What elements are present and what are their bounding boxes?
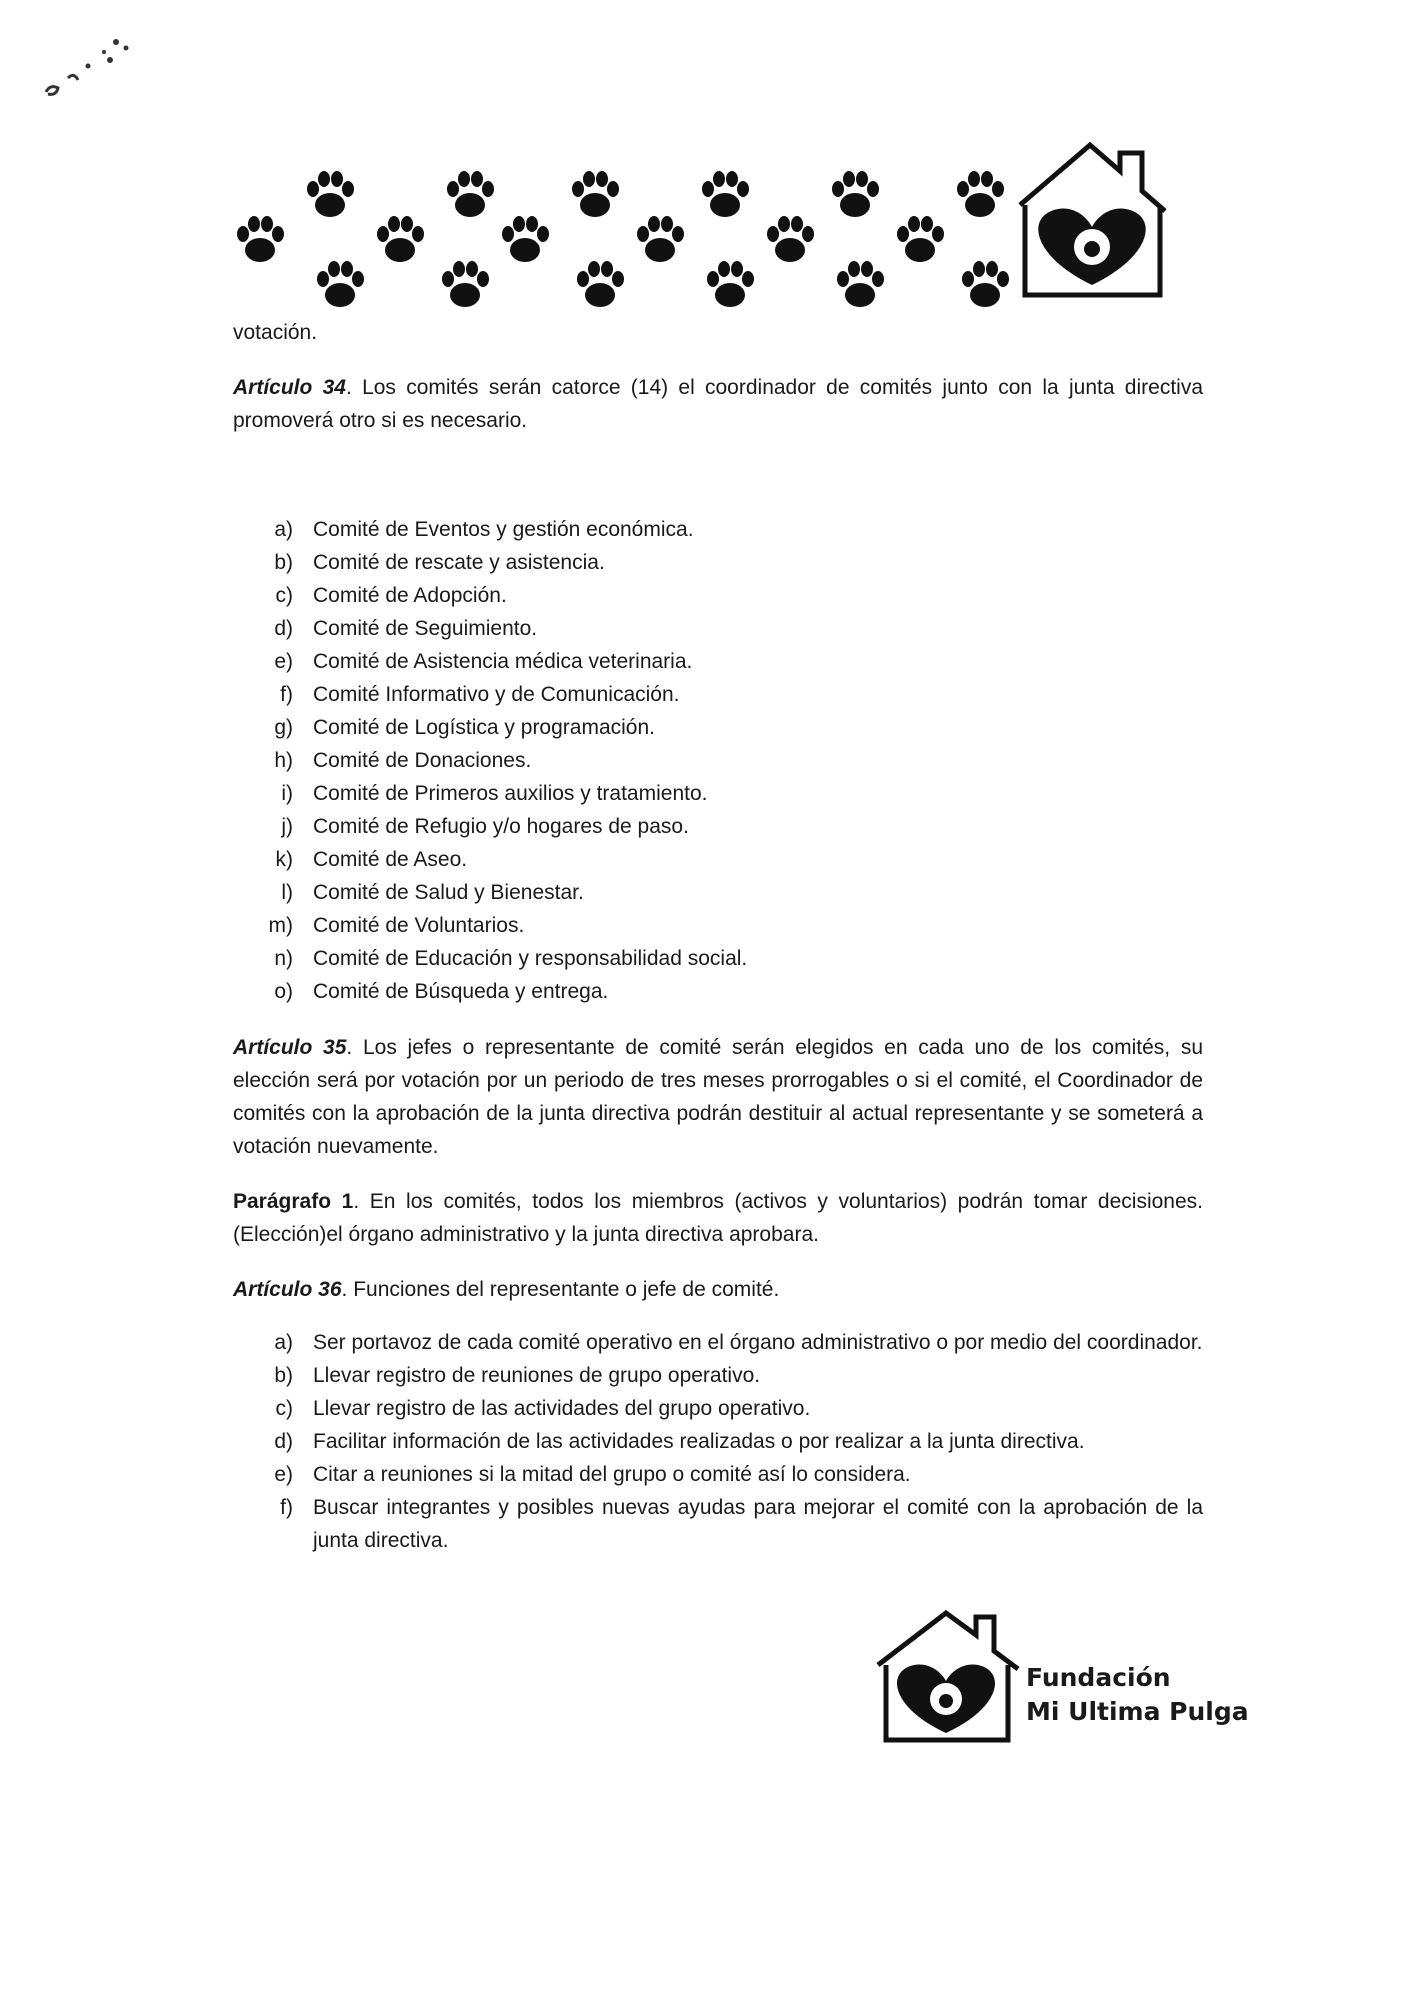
foundation-name-line1: Fundación — [1026, 1663, 1171, 1692]
list-marker: n) — [274, 947, 293, 970]
list-item — [233, 909, 1203, 942]
footer-logo — [868, 1605, 1288, 1745]
paw-icon — [637, 216, 684, 262]
paw-icon — [707, 261, 754, 307]
foundation-name — [1026, 1661, 1249, 1729]
list-marker: b) — [274, 551, 293, 574]
article-34-text: . Los comités serán catorce (14) el coordinador de comités junto con la junta directiva promoverá otro si es necesario. — [233, 376, 1203, 432]
list-marker: g) — [274, 716, 293, 739]
article-35-label: Artículo 35 — [233, 1036, 347, 1059]
list-item — [233, 942, 1203, 975]
article-36-label: Artículo 36 — [233, 1278, 342, 1301]
paw-icon — [502, 216, 549, 262]
list-item-text: Comité de Búsqueda y entrega. — [313, 980, 609, 1003]
list-marker: l) — [281, 881, 293, 904]
list-item-text: Facilitar información de las actividades realizadas o por realizar a la junta directiva. — [313, 1430, 1085, 1453]
article-35 — [233, 1031, 1203, 1163]
list-marker: c) — [275, 1397, 293, 1420]
list-item — [233, 645, 1203, 678]
list-item-text: Citar a reuniones si la mitad del grupo o comité así lo considera. — [313, 1463, 911, 1486]
continuation-text: votación. — [233, 321, 318, 344]
article-36 — [233, 1273, 1203, 1306]
list-marker: f) — [280, 683, 293, 706]
paw-icon — [897, 216, 944, 262]
list-item-text: Comité de Donaciones. — [313, 749, 532, 772]
paw-prints-header — [230, 135, 1190, 320]
list-marker: e) — [274, 1463, 293, 1486]
list-marker: o) — [274, 980, 293, 1003]
list-item-text: Comité de Eventos y gestión económica. — [313, 518, 694, 541]
list-marker: h) — [274, 749, 293, 772]
list-item — [233, 1359, 1203, 1392]
list-item — [233, 678, 1203, 711]
list-item-text: Comité Informativo y de Comunicación. — [313, 683, 680, 706]
document-body — [233, 316, 1203, 1557]
list-item — [233, 612, 1203, 645]
list-item — [233, 876, 1203, 909]
list-item-text: Comité de Salud y Bienestar. — [313, 881, 584, 904]
paw-icon — [442, 261, 489, 307]
list-item-text: Comité de Asistencia médica veterinaria. — [313, 650, 693, 673]
article-36-text: . Funciones del representante o jefe de comité. — [341, 1278, 780, 1301]
list-item-text: Llevar registro de reuniones de grupo operativo. — [313, 1364, 761, 1387]
paragraph-1 — [233, 1185, 1203, 1251]
paragraph-1-label: Parágrafo 1 — [233, 1190, 354, 1213]
list-marker: f) — [280, 1496, 293, 1519]
paw-icon — [767, 216, 814, 262]
paw-icon — [237, 216, 284, 262]
article-34-label: Artículo 34 — [233, 376, 346, 399]
list-marker: d) — [274, 617, 293, 640]
list-marker: i) — [281, 782, 293, 805]
list-item-text: Llevar registro de las actividades del grupo operativo. — [313, 1397, 811, 1420]
list-marker: j) — [281, 815, 293, 838]
list-item-text: Comité de Seguimiento. — [313, 617, 538, 640]
paw-icon — [572, 171, 619, 217]
paw-icon — [317, 261, 364, 307]
list-item — [233, 1491, 1203, 1557]
paw-icon — [832, 171, 879, 217]
house-heart-logo-icon — [1020, 145, 1165, 295]
committee-list — [233, 513, 1203, 1008]
paw-icon — [962, 261, 1009, 307]
list-item-text: Comité de Refugio y/o hogares de paso. — [313, 815, 689, 838]
list-item — [233, 546, 1203, 579]
article-35-text: . Los jefes o representante de comité serán elegidos en cada uno de los comités, su elección será por votación por un periodo de tres meses prorrogables o si el comité, el Coordinador de comités con la aprobación de la junta directiva podrán destituir al actual representante y se someterá a votación nuevamente. — [233, 1036, 1203, 1158]
list-item — [233, 1458, 1203, 1491]
paw-icon — [837, 261, 884, 307]
house-heart-logo-icon — [868, 1605, 1028, 1745]
foundation-name-line2: Mi Ultima Pulga — [1026, 1697, 1249, 1726]
list-item — [233, 1425, 1203, 1458]
list-item — [233, 810, 1203, 843]
list-item — [233, 711, 1203, 744]
paw-icon — [307, 171, 354, 217]
corner-marks-icon — [38, 30, 148, 120]
paw-icon — [447, 171, 494, 217]
list-item — [233, 777, 1203, 810]
list-item — [233, 744, 1203, 777]
list-item — [233, 579, 1203, 612]
list-marker: a) — [274, 518, 293, 541]
article-34 — [233, 371, 1203, 437]
list-item — [233, 1326, 1203, 1359]
function-list — [233, 1326, 1203, 1557]
list-item — [233, 1392, 1203, 1425]
list-item-text: Comité de Aseo. — [313, 848, 468, 871]
list-item-text: Comité de Adopción. — [313, 584, 507, 607]
list-item — [233, 843, 1203, 876]
list-item-text: Comité de Voluntarios. — [313, 914, 525, 937]
paw-icon — [377, 216, 424, 262]
list-item-text: Buscar integrantes y posibles nuevas ayudas para mejorar el comité con la aprobación de la junta directiva. — [313, 1496, 1203, 1552]
list-item-text: Comité de rescate y asistencia. — [313, 551, 605, 574]
list-item-text: Comité de Primeros auxilios y tratamiento. — [313, 782, 708, 805]
list-marker: e) — [274, 650, 293, 673]
list-marker: m) — [268, 914, 293, 937]
list-marker: b) — [274, 1364, 293, 1387]
list-marker: c) — [275, 584, 293, 607]
list-item — [233, 513, 1203, 546]
list-item-text: Comité de Educación y responsabilidad social. — [313, 947, 748, 970]
paw-icon — [702, 171, 749, 217]
list-item-text: Comité de Logística y programación. — [313, 716, 655, 739]
list-item — [233, 975, 1203, 1008]
paragraph-1-text: . En los comités, todos los miembros (activos y voluntarios) podrán tomar decisiones.(Elección)el órgano administrativo y la junta directiva aprobara. — [233, 1190, 1203, 1246]
list-item-text: Ser portavoz de cada comité operativo en el órgano administrativo o por medio del coordinador. — [313, 1331, 1203, 1354]
list-marker: a) — [274, 1331, 293, 1354]
list-marker: d) — [274, 1430, 293, 1453]
list-marker: k) — [275, 848, 293, 871]
paw-icon — [957, 171, 1004, 217]
paw-icon — [577, 261, 624, 307]
